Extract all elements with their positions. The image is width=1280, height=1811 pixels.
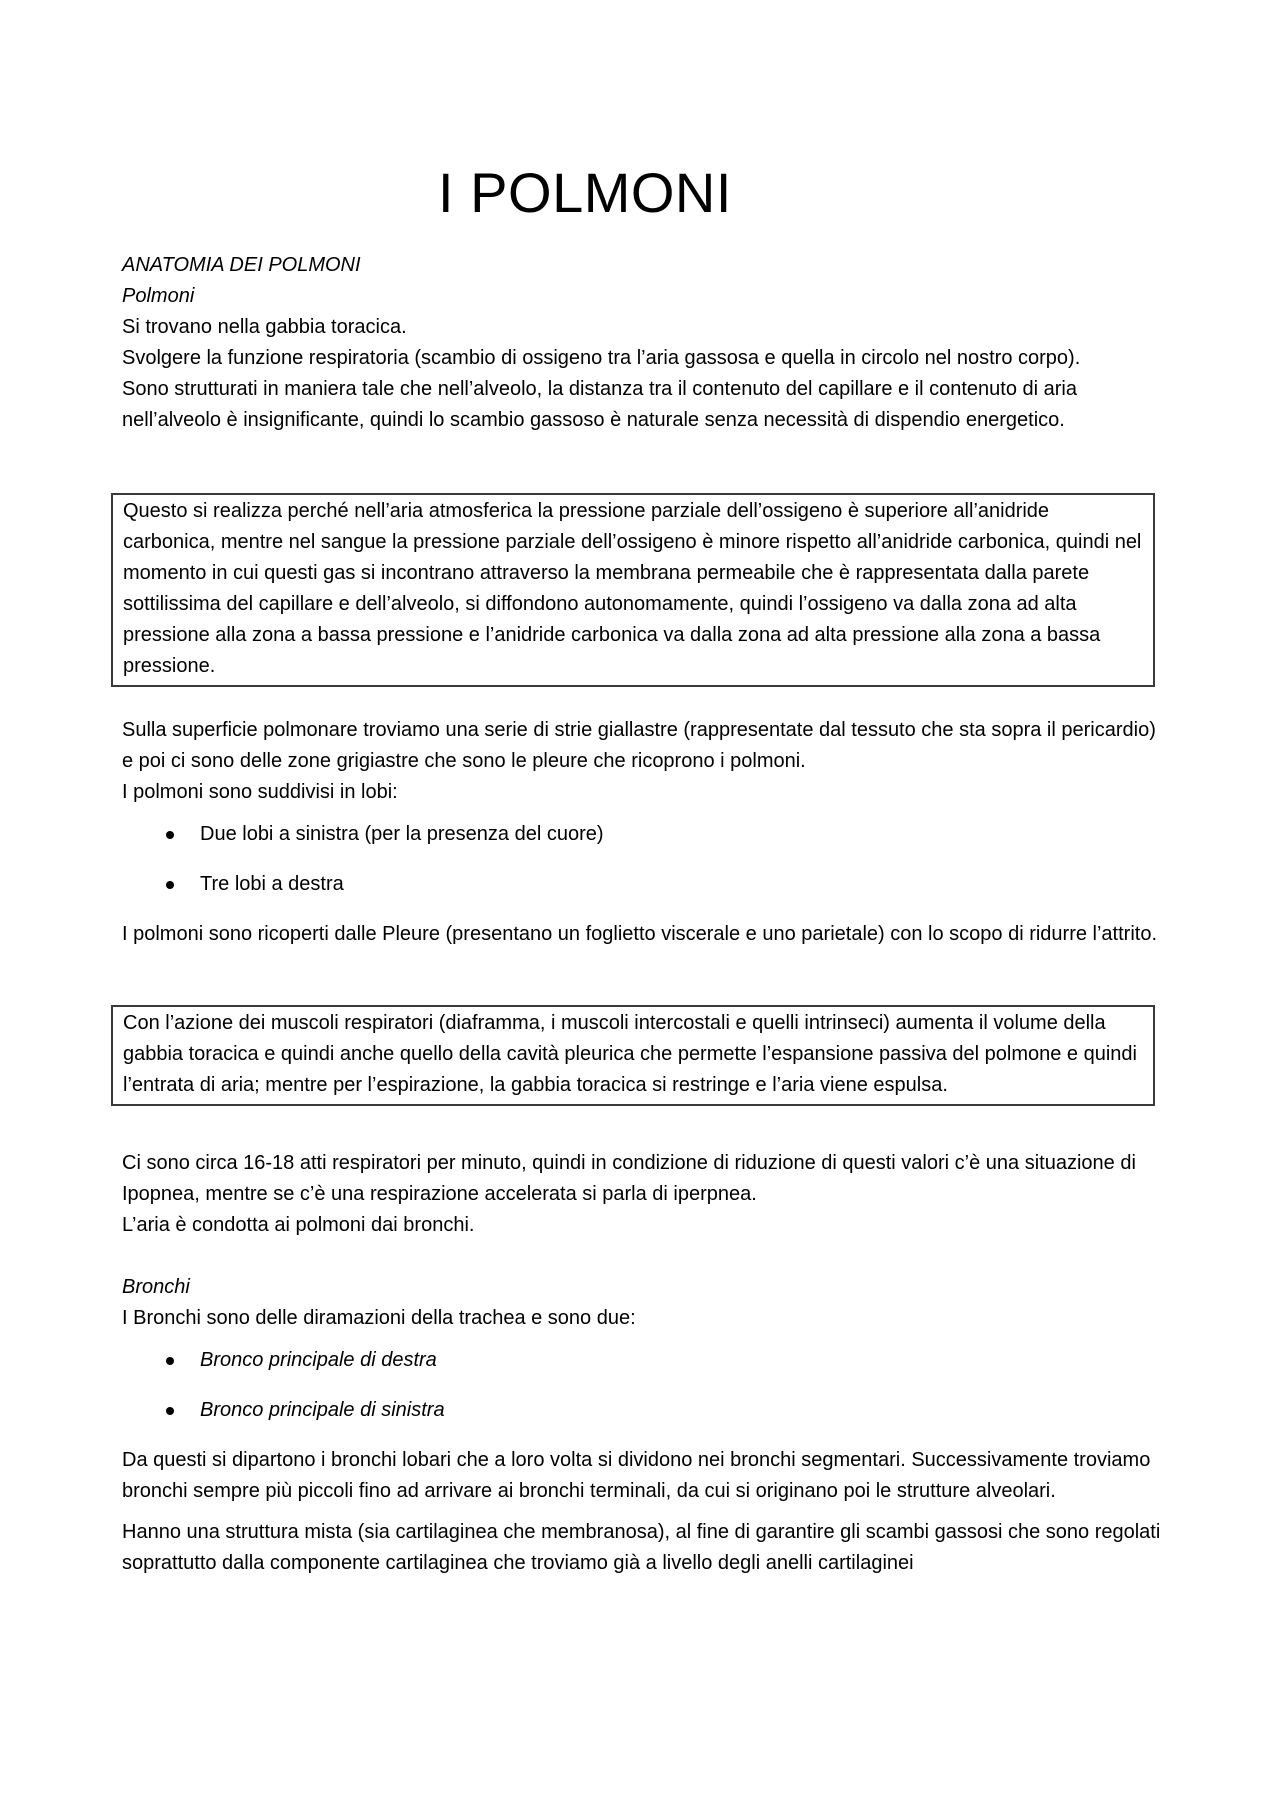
list-item-text: Bronco principale di destra — [200, 1349, 437, 1371]
paragraph-bronchi-intro: I Bronchi sono delle diramazioni della trachea e sono due: — [122, 1307, 636, 1329]
list-item — [122, 1395, 1172, 1426]
paragraph-struttura-mista: Hanno una struttura mista (sia cartilaginea che membranosa), al fine di garantire gli scambi gassosi che sono regolati soprattutto dalla componente cartilaginea che troviamo già a livello degli anelli cartilaginei — [122, 1521, 1161, 1574]
bullet-icon — [166, 1407, 174, 1415]
paragraph-atti-respiratori: Ci sono circa 16-18 atti respiratori per minuto, quindi in condizione di riduzione di questi valori c’è una situazione di Ipopnea, mentre se c’è una respirazione accelerata si parla di iperpnea. — [122, 1152, 1136, 1205]
list-item — [122, 1345, 1172, 1376]
paragraph-aria-bronchi: L’aria è condotta ai polmoni dai bronchi. — [122, 1214, 475, 1236]
boxed-note-muscoli-text: Con l’azione dei muscoli respiratori (diaframma, i muscoli intercostali e quelli intrinseci) aumenta il volume della gabbia toracica e quindi anche quello della cavità pleurica che permette l’espansione passiva del polmone e quindi l’entrata di aria; mentre per l’espirazione, la gabbia toracica si restringe e l’aria viene espulsa. — [123, 1012, 1137, 1096]
paragraph-superficie: Sulla superficie polmonare troviamo una serie di strie giallastre (rappresentate dal tessuto che sta sopra il pericardio) e poi ci sono delle zone grigiastre che sono le pleure che ricoprono i polmoni. — [122, 719, 1156, 772]
subheading-polmoni: Polmoni — [122, 285, 195, 307]
paragraph-funzione: Svolgere la funzione respiratoria (scambio di ossigeno tra l’aria gassosa e quella in circolo nel nostro corpo). — [122, 347, 1081, 369]
paragraph-lobi-intro: I polmoni sono suddivisi in lobi: — [122, 781, 398, 803]
subheading-bronchi: Bronchi — [122, 1276, 190, 1298]
document-body — [122, 250, 1172, 1579]
boxed-note-pressione-text: Questo si realizza perché nell’aria atmosferica la pressione parziale dell’ossigeno è superiore all’anidride carbonica, mentre nel sangue la pressione parziale dell’ossigeno è minore rispetto all’anidride carbonica, quindi nel momento in cui questi gas si incontrano attraverso la membrana permeabile che è rappresentata dalla parete sottilissima del capillare e dell’alveolo, si diffondono autonomamente, quindi l’ossigeno va dalla zona ad alta pressione alla zona a bassa pressione e l’anidride carbonica va dalla zona ad alta pressione alla zona a bassa pressione. — [123, 500, 1142, 677]
list-bronchi — [122, 1345, 1172, 1426]
bullet-icon — [166, 881, 174, 889]
paragraph-struttura-alveolo: Sono strutturati in maniera tale che nell’alveolo, la distanza tra il contenuto del capillare e il contenuto di aria nell’alveolo è insignificante, quindi lo scambio gassoso è naturale senza necessità di dispendio energetico. — [122, 378, 1077, 431]
bullet-icon — [166, 831, 174, 839]
bullet-icon — [166, 1357, 174, 1365]
boxed-note-muscoli — [111, 1005, 1155, 1106]
list-item-text: Due lobi a sinistra (per la presenza del cuore) — [200, 823, 604, 845]
list-item — [122, 869, 1172, 900]
section-heading-anatomia: ANATOMIA DEI POLMONI — [122, 254, 361, 276]
paragraph-bronchi-lobari: Da questi si dipartono i bronchi lobari che a loro volta si dividono nei bronchi segmentari. Successivamente troviamo bronchi sempre più piccoli fino ad arrivare ai bronchi terminali, da cui si originano poi le strutture alveolari. — [122, 1449, 1151, 1502]
paragraph-pleure: I polmoni sono ricoperti dalle Pleure (presentano un foglietto viscerale e uno parietale) con lo scopo di ridurre l’attrito. — [122, 923, 1158, 945]
list-item — [122, 819, 1172, 850]
list-lobi — [122, 819, 1172, 900]
boxed-note-pressione — [111, 493, 1155, 687]
page-title: I POLMONI — [438, 161, 732, 224]
list-item-text: Bronco principale di sinistra — [200, 1399, 445, 1421]
paragraph-gabbia: Si trovano nella gabbia toracica. — [122, 316, 407, 338]
list-item-text: Tre lobi a destra — [200, 873, 344, 895]
